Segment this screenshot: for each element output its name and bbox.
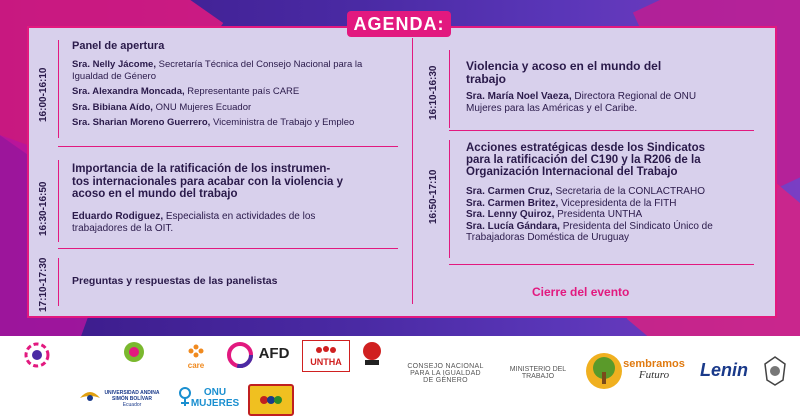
session-title: Acciones estratégicas desde los Sindicatos para la ratificación del C190 y la R206 de la Organización Internacional del Trabajo <box>466 142 706 179</box>
slot-line <box>58 160 59 242</box>
time-slot: 16:00-16:10 <box>38 67 49 122</box>
ecuador-coat-of-arms-icon <box>758 354 792 388</box>
speaker-line: Sra. Carmen Britez, Vicepresidenta de la FITH <box>466 197 677 209</box>
afd-ring-icon <box>226 341 254 369</box>
untha-logo <box>302 340 350 372</box>
badge-figures-icon <box>256 392 286 408</box>
care-logo-icon <box>186 340 206 360</box>
speaker-line: Sra. Lucía Gándara, Presidenta del Sindicato Único de <box>466 220 713 232</box>
speaker-line: Sra. Bibiana Aído, ONU Mujeres Ecuador <box>72 101 252 113</box>
speaker-list <box>72 211 315 235</box>
speaker-list <box>466 91 696 115</box>
red-emblem-icon <box>360 340 384 368</box>
tree-icon <box>585 352 623 390</box>
ministerio-logo: MINISTERIO DEL TRABAJO <box>509 366 567 380</box>
lenin-logo: Lenin <box>700 359 748 380</box>
onu-mujeres-logo: ONU MUJERES <box>190 387 240 409</box>
slot-line <box>449 140 450 258</box>
time-slot: 17:10-17:30 <box>38 257 49 312</box>
speaker-line: Sra. Alexandra Moncada, Representante país CARE <box>72 86 300 98</box>
speaker-line: Eduardo Rodiguez, Especialista en actividades de los <box>72 211 316 222</box>
untha-figures-icon <box>311 345 341 357</box>
speaker-line: Sra. Sharian Moreno Guerrero, Viceministra de Trabajo y Empleo <box>72 116 355 128</box>
slot-line <box>58 40 59 138</box>
session-title: Importancia de la ratificación de los instrumen- tos internacionales para acabar con la violencia y acoso en el mundo del trabajo <box>72 163 344 200</box>
speaker-list <box>72 59 362 129</box>
time-slot: 16:50-17:10 <box>428 169 439 224</box>
speaker-line: Igualdad de Género <box>72 71 156 83</box>
event-badge-logo <box>248 384 294 416</box>
universidad-logo: UNIVERSIDAD ANDINA SIMÓN BOLÍVAR Ecuador <box>104 390 160 408</box>
care-logo-label: care <box>187 360 205 370</box>
section-divider <box>58 146 398 147</box>
sponsor-logos <box>0 336 800 418</box>
section-divider <box>449 130 754 131</box>
agenda-title: AGENDA: <box>347 11 451 37</box>
slot-line <box>449 50 450 128</box>
consejo-logo: CONSEJO NACIONAL PARA LA IGUALDAD DE GÉNERO <box>407 362 484 384</box>
time-slot: 16:10-16:30 <box>428 65 439 120</box>
afd-logo-label: AFD <box>258 344 290 362</box>
session-title: Panel de apertura <box>72 40 165 52</box>
flower-logo-text <box>146 348 176 360</box>
speaker-line: Sra. Lenny Quiroz, Presidenta UNTHA <box>466 209 643 220</box>
closing-label: Cierre del evento <box>532 285 630 299</box>
consortium-logo-icon <box>24 342 50 368</box>
column-divider <box>412 38 413 304</box>
section-divider <box>58 248 398 249</box>
speaker-line: Trabajadoras Doméstica de Uruguay <box>466 232 630 243</box>
session-title: Preguntas y respuestas de las panelistas <box>72 275 278 287</box>
session-title: Violencia y acoso en el mundo del trabajo <box>466 59 662 86</box>
universidad-emblem-icon <box>78 384 102 408</box>
speaker-line: Mujeres para las Américas y el Caribe. <box>466 103 638 114</box>
consortium-logo-text <box>52 346 107 366</box>
speaker-list <box>466 186 713 244</box>
section-divider <box>449 264 754 265</box>
slot-line <box>58 258 59 306</box>
speaker-line: Sra. Carmen Cruz, Secretaria de la CONLACTRAHO <box>466 186 705 197</box>
speaker-line: trabajadores de la OIT. <box>72 223 174 234</box>
sembramos-logo: sembramos Futuro <box>623 358 685 381</box>
untha-logo-label: UNTHA <box>310 357 342 367</box>
flower-logo-icon <box>122 340 146 366</box>
speaker-line: Sra. Nelly Jácome, Secretaría Técnica del Consejo Nacional para la <box>72 59 363 70</box>
time-slot: 16:30-16:50 <box>38 181 49 236</box>
speaker-line: Sra. María Noel Vaeza, Directora Regional de ONU <box>466 91 697 102</box>
